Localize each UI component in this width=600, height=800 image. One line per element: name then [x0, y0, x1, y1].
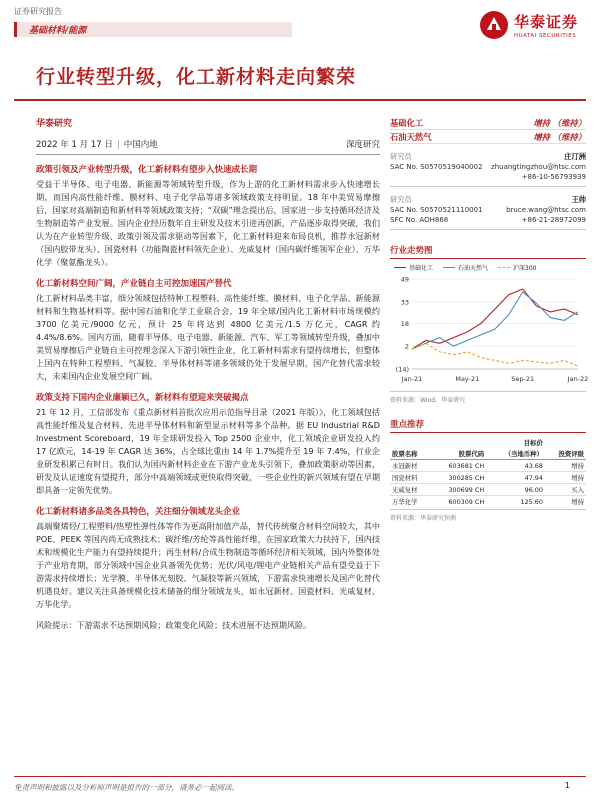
- stock-rating: 增持: [545, 472, 586, 484]
- sector-bar: [14, 22, 292, 37]
- x-tick-label: Sep-21: [511, 375, 535, 383]
- analyst-name: 庄汀洲: [564, 152, 586, 161]
- section-title: 政策支持下国内企业廉颖已久，新材料有望迎来突破揭点: [36, 393, 249, 403]
- stock-code: 300285 CH: [431, 472, 486, 484]
- y-tick-label: 33: [400, 298, 409, 307]
- section-4: [36, 506, 380, 611]
- legend-item: [443, 263, 488, 272]
- analyst-phone: +86-21-28972099: [521, 216, 586, 224]
- footer-disclaimer: 免责声明和披露以及分析师声明是报告的一部分，请务必一起阅读。: [14, 783, 239, 792]
- legend-swatch: [443, 267, 455, 268]
- page-number: 1: [564, 781, 570, 790]
- analyst-email[interactable]: zhuangtingzhou@htsc.com: [491, 163, 586, 171]
- section-title: 化工新材料空间广阔，产业链自主可控加速国产替代: [36, 279, 232, 289]
- column-header: （当地币种）: [486, 448, 545, 460]
- target-price: 96.00: [486, 484, 545, 496]
- sidebar: [390, 116, 589, 522]
- column-header: 股票名称: [390, 448, 431, 460]
- section-title: 政策引领及产业转型升级，化工新材料有望步入快速成长期: [36, 165, 258, 175]
- trend-title: 行业走势图: [390, 244, 586, 259]
- x-tick-label: Jan-21: [401, 375, 423, 383]
- y-tick-label: 49: [400, 275, 409, 284]
- analyst-phone: +86-10-56793939: [521, 173, 586, 181]
- stock-name: 万华化学: [390, 496, 431, 508]
- logo-english: HUATAI SECURITIES: [513, 33, 577, 39]
- research-label: 华泰研究: [36, 119, 73, 129]
- series-line: [412, 292, 578, 349]
- table-row: [390, 460, 586, 472]
- legend-swatch: [498, 267, 510, 268]
- report-type-label: 证券研究报告: [14, 7, 62, 16]
- stock-code: 600309 CH: [431, 496, 486, 508]
- section-body: 化工新材料品类丰富，细分领域包括特种工程塑料、高性能纤维、膜材料、电子化学品、新能源材料和生物基材料等。据中国石油和化学工业联合会，19 年全球/国内化工新材料市场规模约 3700 亿美元/9000 亿元，预计 25 年将达到 4800 亿美元/1.5 万亿元，CAGR 约 4.4%/8.6%。国内方面，随着半导体、电子电器、新能源、汽车、军工等领域转型升级，叠加中美贸易摩擦后产业链自主可控理念深入下游引领性企业，化工新材料需求有望持续增长，但整体上国内在特种工程塑料、气凝胶、半导体材料等诸多领域仍处于发展早期，国产化替代需求较大，未来国内企业发展空间广阔。: [36, 293, 380, 381]
- chart-legend: [394, 263, 586, 272]
- huatai-logo-icon: [479, 10, 509, 40]
- stock-code: 603681 CH: [431, 460, 486, 472]
- report-region: 中国内地: [123, 140, 158, 150]
- table-row: [390, 496, 586, 508]
- series-line: [412, 289, 578, 349]
- analyst-block: [390, 152, 586, 187]
- sector-label: 基础材料/能源: [29, 26, 87, 36]
- column-header: 股票代码: [431, 448, 486, 460]
- legend-swatch: [394, 267, 406, 268]
- stock-code: 300699 CH: [431, 484, 486, 496]
- recommend-title: 重点推荐: [390, 418, 586, 433]
- section-title: 化工新材料诸多品类各具特色，关注细分领域龙头企业: [36, 507, 241, 517]
- analyst-sac: SAC No. S0570521110001: [390, 206, 483, 214]
- title-divider: [14, 99, 586, 101]
- section-2: [36, 278, 380, 383]
- stock-name: 国瓷材料: [390, 472, 431, 484]
- legend-label: 基础化工: [409, 265, 434, 272]
- target-price: 47.94: [486, 472, 545, 484]
- report-kind: 深度研究: [345, 140, 380, 150]
- section-body: 受益于半导体、电子电器、新能源等领域转型升级，作为上游的化工新材料需求步入快速增长期，而国内高性能纤维、膜材料、电子化学品等诸多领域政策支持明显。18 年中美贸易摩擦后，国家对高端制造和新材料等领域政策支持；“双碳”理念提出后，国家进一步支持循环经济及生物制造等产业发展。国内企业经历数年自主研发及技术引进再创新，产品逐步取得突破，我们认为在产业转型升级、政策引领及需求驱动等因素下，化工新材料迎来布局良机，推荐永冠新材（国内胶带龙头）、国瓷材料（功能陶瓷材料领先企业）、光威复材（国内碳纤维领军企业）、万华化学（聚氨酯龙头）。: [36, 179, 380, 267]
- recommend-table: [390, 437, 586, 507]
- main-column: [36, 116, 380, 632]
- analyst-divider: [390, 186, 586, 187]
- analyst-divider: [390, 229, 586, 230]
- rating-row: [390, 130, 586, 144]
- rating-value: 增持 （维持）: [533, 132, 586, 142]
- legend-item: [394, 263, 433, 272]
- column-header: 投资评级: [545, 448, 586, 460]
- table-row: [390, 484, 586, 496]
- section-body: 21 年 12 月，工信部发布《重点新材料首批次应用示范指导目录（2021 年版）》，化工领域包括高性能纤维及复合材料、先进半导体材料和新型显示材料等多个品种。据 EU Industrial R&D Investment Scoreboard，19 年全球研发投入 Top 2500 企业中，化工领域企业研发投入约 17 亿欧元，14-19 年 CAGR 达 36%，占全球比重由 14 年 1.7%提升至 19 年 7.4%，行业企业研发积累已有时日。我们认为国内新材料企业在下游产业龙头引领下，叠加政策驱动等因素，研发及认证速度有望提升，部分中高端领域或更快取得突破，一些企业性的新兴领域有望在早期即具备一定领先优势。: [36, 407, 380, 495]
- legend-label: 石油天然气: [458, 265, 489, 272]
- legend-item: [498, 263, 536, 272]
- trend-chart: [390, 273, 589, 385]
- analyst-sac: SAC No. S0570519040002: [390, 163, 483, 171]
- target-price: 125.60: [486, 496, 545, 508]
- stock-rating: 增持: [545, 496, 586, 508]
- stock-rating: 增持: [545, 460, 586, 472]
- table-row: [390, 472, 586, 484]
- target-price: 43.68: [486, 460, 545, 472]
- risk-note: 风险提示：下游需求不达预期风险；政策变化风险；技术进展不达预期风险。: [36, 620, 312, 630]
- footer-divider: [14, 776, 586, 777]
- chart-source: 资料来源：Wind，华泰研究: [390, 391, 586, 404]
- analyst-role: 研究员: [390, 152, 412, 161]
- meta-divider: [36, 154, 380, 155]
- x-tick-label: Jan-22: [567, 375, 589, 383]
- column-header: 目标价: [523, 439, 543, 447]
- meta-row: [36, 138, 380, 150]
- section-1: [36, 164, 380, 269]
- stock-name: 永冠新材: [390, 460, 431, 472]
- analyst-name: 王帅: [571, 195, 586, 204]
- report-title: 行业转型升级，化工新材料走向繁荣: [36, 66, 357, 88]
- logo-chinese: 华泰证券: [513, 13, 578, 31]
- stock-name: 光威复材: [390, 484, 431, 496]
- y-tick-label: 18: [400, 319, 409, 328]
- rating-row: [390, 116, 586, 130]
- analyst-block: [390, 195, 586, 230]
- rating-value: 增持 （维持）: [533, 118, 586, 128]
- legend-label: 沪深300: [513, 265, 537, 272]
- analyst-sfc: SFC No. AOH868: [390, 216, 449, 224]
- y-tick-label: (14): [395, 365, 409, 374]
- meta-separator: |: [116, 140, 120, 150]
- analyst-role: 研究员: [390, 195, 412, 204]
- table-source: 资料来源：华泰研究预测: [390, 509, 586, 522]
- report-date: 2022 年 1 月 17 日: [36, 140, 113, 150]
- rating-industry: 基础化工: [390, 118, 424, 128]
- rating-industry: 石油天然气: [390, 132, 432, 142]
- x-tick-label: May-21: [455, 375, 480, 383]
- brand-logo: [479, 10, 578, 40]
- analyst-email[interactable]: bruce.wang@htsc.com: [506, 206, 586, 214]
- section-3: [36, 392, 380, 497]
- stock-rating: 买入: [545, 484, 586, 496]
- section-body: 高端聚烯烃/工程塑料/热塑性弹性体等作为更高附加值产品，替代传统聚合材料空间较大，其中 POE、PEEK 等国内尚无成熟技术；碳纤维/芳纶等高性能纤维，在国家政策大力扶持下，国内技术和规模化生产能力有望持续提升；再生材料/合成生物制造等循环经济相关领域，国内外整体处于产业培育期，部分领域中国企业具备领先优势；光伏/风电/锂电产业链相关产品有望受益于下游需求持续增长；光学膜、半导体光刻胶、气凝胶等新兴领域，下游需求快速增长及国产化替代机遇良好。建议关注具备规模化技术储备的细分领域龙头，如永冠新材、国瓷材料、光威复材、万华化学。: [36, 521, 380, 609]
- y-tick-label: 2: [404, 342, 409, 351]
- series-line: [412, 343, 578, 366]
